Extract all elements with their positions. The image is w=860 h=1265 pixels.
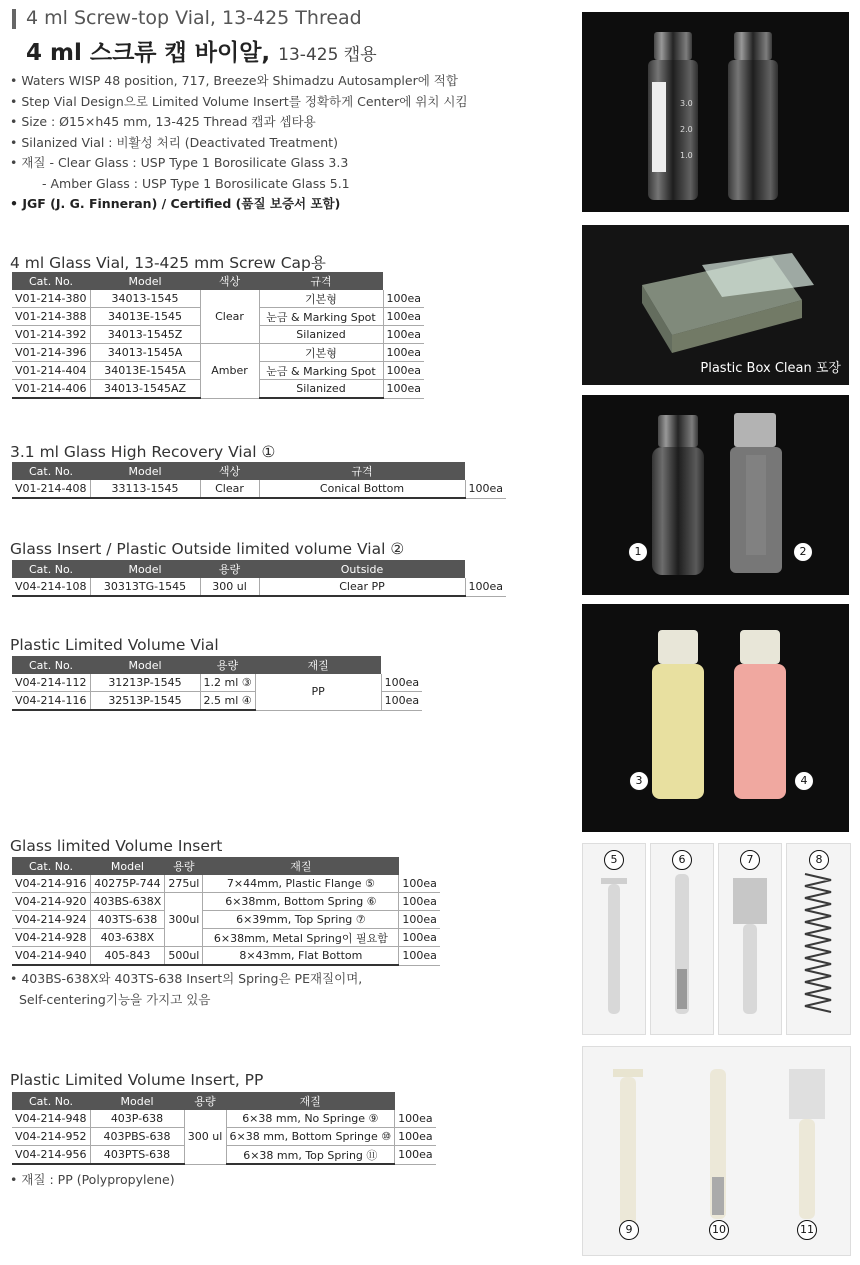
model: 403PBS-638 [90,1128,184,1146]
model: 40275P-744 [90,875,165,893]
feature-item: - Amber Glass : USP Type 1 Borosilicate Glass 5.1 [42,175,350,191]
plastic-insert-table [12,1092,436,1165]
model: 403TS-638 [90,911,165,929]
col-header: Cat. No. [12,656,90,674]
model: 403-638X [90,929,165,947]
qty: 100ea [383,362,424,380]
model: 34013-1545 [90,290,200,308]
col-header: Cat. No. [12,462,90,480]
model: 34013-1545A [90,344,200,362]
spec: 눈금 & Marking Spot [259,362,383,380]
qty: 100ea [381,674,422,692]
volume: 300ul [165,893,203,947]
cat-no: V04-214-916 [12,875,90,893]
material: 7×44mm, Plastic Flange ⑤ [203,875,399,893]
glass-vial-table [12,272,424,399]
scale-mark: 3.0 [680,99,693,108]
col-header: 용량 [200,560,259,578]
qty: 100ea [399,947,440,966]
table-row [12,290,424,308]
color: Clear [200,290,259,344]
model: 405-843 [90,947,165,966]
model: 403PTS-638 [90,1146,184,1165]
model: 34013-1545AZ [90,380,200,399]
cat-no: V04-214-948 [12,1110,90,1128]
qty: 100ea [399,875,440,893]
model: 403P-638 [90,1110,184,1128]
table-row [12,893,440,911]
material-note: • 재질 : PP (Polypropylene) [10,1172,175,1187]
table-row [12,929,440,947]
spec: Silanized [259,380,383,399]
outside: Clear PP [259,578,465,596]
badge-10: 10 [709,1220,729,1240]
cat-no: V01-214-392 [12,326,90,344]
qty: 100ea [395,1146,436,1165]
table-row [12,578,506,596]
section-title-plastic-insert: Plastic Limited Volume Insert, PP [10,1071,264,1089]
cat-no: V01-214-408 [12,480,90,498]
glass-insert-lv-table [12,857,440,966]
page-title-ko: 4 ml 스크류 캡 바이알, 13-425 캡용 [26,40,377,66]
col-header: 재질 [255,656,381,674]
volume: 500ul [165,947,203,966]
feature-item: • Step Vial Design으로 Limited Volume Insert를 정확하게 Center에 위치 시킴 [10,93,468,109]
col-header: Cat. No. [12,857,90,875]
cat-no: V04-214-920 [12,893,90,911]
spec: 기본형 [259,290,383,308]
cat-no: V04-214-112 [12,674,90,692]
col-header: 용량 [184,1092,226,1110]
col-header: Model [90,462,200,480]
qty: 100ea [395,1128,436,1146]
col-header: 규격 [259,462,465,480]
col-header: 색상 [200,272,259,290]
col-header: 색상 [200,462,259,480]
section-title-glass-vial: 4 ml Glass Vial, 13-425 mm Screw Cap용 [10,254,326,272]
qty: 100ea [383,380,424,399]
scale-mark: 2.0 [680,125,693,134]
feature-item: • JGF (J. G. Finneran) / Certified (품질 보증서 포함) [10,196,341,211]
qty: 100ea [399,929,440,947]
qty: 100ea [381,692,422,711]
col-header: Model [90,272,200,290]
vial-pair-image [582,12,849,212]
col-header: Model [90,560,200,578]
table-row [12,947,440,966]
model: 34013E-1545 [90,308,200,326]
cat-no: V04-214-940 [12,947,90,966]
cat-no: V04-214-952 [12,1128,90,1146]
qty: 100ea [383,308,424,326]
photo-spring-8 [786,843,851,1035]
photo-4ml-vials [582,12,849,212]
qty: 100ea [383,344,424,362]
qty: 100ea [399,893,440,911]
feature-item: • Waters WISP 48 position, 717, Breeze와 Shimadzu Autosampler에 적합 [10,73,458,88]
model: 403BS-638X [90,893,165,911]
color: Amber [200,344,259,399]
col-header: Cat. No. [12,272,90,290]
feature-item: • 재질 - Clear Glass : USP Type 1 Borosilicate Glass 3.3 [10,155,349,170]
scale-mark: 1.0 [680,151,693,160]
volume: 2.5 ml ④ [200,692,255,711]
cat-no: V01-214-380 [12,290,90,308]
model: 34013E-1545A [90,362,200,380]
cat-no: V04-214-924 [12,911,90,929]
badge-1: 1 [628,542,648,562]
feature-item: • Size : Ø15×h45 mm, 13-425 Thread 캡과 셉타용 [10,114,316,129]
plastic-vial-table [12,656,422,711]
photo-plastic-box [582,225,849,385]
table-row [12,875,440,893]
insert-7-image [719,844,781,1034]
qty: 100ea [395,1110,436,1128]
cat-no: V01-214-388 [12,308,90,326]
material: 8×43mm, Flat Bottom [203,947,399,966]
qty: 100ea [465,480,506,498]
model: 34013-1545Z [90,326,200,344]
badge-7: 7 [740,850,760,870]
badge-9: 9 [619,1220,639,1240]
col-header: Cat. No. [12,560,90,578]
material: 6×38mm, Metal Spring이 필요함 [203,929,399,947]
section-title-plastic-vial: Plastic Limited Volume Vial [10,636,219,654]
spec: 눈금 & Marking Spot [259,308,383,326]
badge-3: 3 [629,771,649,791]
spring-8-image [787,844,850,1034]
cat-no: V04-214-928 [12,929,90,947]
col-header: Model [90,857,165,875]
section-title-glass-insert-lv: Glass limited Volume Insert [10,837,223,855]
photo-insert-5 [582,843,646,1035]
model: 32513P-1545 [90,692,200,711]
badge-6: 6 [672,850,692,870]
photo-insert-6 [650,843,714,1035]
recovery-vials-image [582,395,849,595]
volume: 275ul [165,875,203,893]
table-row [12,911,440,929]
model: 30313TG-1545 [90,578,200,596]
badge-2: 2 [793,542,813,562]
table-row [12,1110,436,1128]
qty: 100ea [465,578,506,596]
spec: 기본형 [259,344,383,362]
volume: 1.2 ml ③ [200,674,255,692]
qty: 100ea [383,326,424,344]
material: 6×38 mm, Top Spring ⑪ [226,1146,395,1165]
spec: Silanized [259,326,383,344]
photo-plastic-vials [582,604,849,832]
spec: Conical Bottom [259,480,465,498]
material: 6×38mm, Bottom Spring ⑥ [203,893,399,911]
color: Clear [200,480,259,498]
insert-note: • 403BS-638X와 403TS-638 Insert의 Spring은 PE재질이며, Self-centering기능을 가지고 있음 [10,971,363,1007]
col-header: 용량 [200,656,255,674]
table-row [12,674,422,692]
volume: 300 ul [184,1110,226,1164]
high-recovery-table [12,462,506,499]
table-row [12,480,506,498]
plastic-vials-image [582,604,849,832]
col-header: 용량 [165,857,203,875]
qty: 100ea [383,290,424,308]
table-row [12,344,424,362]
badge-11: 11 [797,1220,817,1240]
photo-high-recovery [582,395,849,595]
col-header: 재질 [203,857,399,875]
material: 6×39mm, Top Spring ⑦ [203,911,399,929]
feature-list [10,71,468,215]
model: 31213P-1545 [90,674,200,692]
qty: 100ea [399,911,440,929]
cat-no: V01-214-404 [12,362,90,380]
badge-4: 4 [794,771,814,791]
feature-item: • Silanized Vial : 비활성 처리 (Deactivated Treatment) [10,134,338,150]
photo-plastic-inserts [582,1046,851,1256]
cat-no: V04-214-956 [12,1146,90,1165]
col-header: 재질 [226,1092,395,1110]
cat-no: V04-214-108 [12,578,90,596]
glass-insert-table [12,560,506,597]
col-header: 규격 [259,272,383,290]
badge-5: 5 [604,850,624,870]
insert-5-image [583,844,645,1034]
col-header: Model [90,656,200,674]
material: 6×38 mm, No Springe ⑨ [226,1110,395,1128]
volume: 300 ul [200,578,259,596]
model: 33113-1545 [90,480,200,498]
material: PP [255,674,381,710]
insert-6-image [651,844,713,1034]
section-title-glass-insert: Glass Insert / Plastic Outside limited volume Vial ② [10,540,405,558]
title-marker [12,9,16,29]
cat-no: V01-214-406 [12,380,90,399]
col-header: Cat. No. [12,1092,90,1110]
cat-no: V04-214-116 [12,692,90,711]
box-caption: Plastic Box Clean 포장 [700,361,841,376]
page-title-en: 4 ml Screw-top Vial, 13-425 Thread [26,7,362,29]
badge-8: 8 [809,850,829,870]
col-header: Model [90,1092,184,1110]
photo-insert-7 [718,843,782,1035]
cat-no: V01-214-396 [12,344,90,362]
material: 6×38 mm, Bottom Springe ⑩ [226,1128,395,1146]
col-header: Outside [259,560,465,578]
section-title-high-recovery: 3.1 ml Glass High Recovery Vial ① [10,443,276,461]
